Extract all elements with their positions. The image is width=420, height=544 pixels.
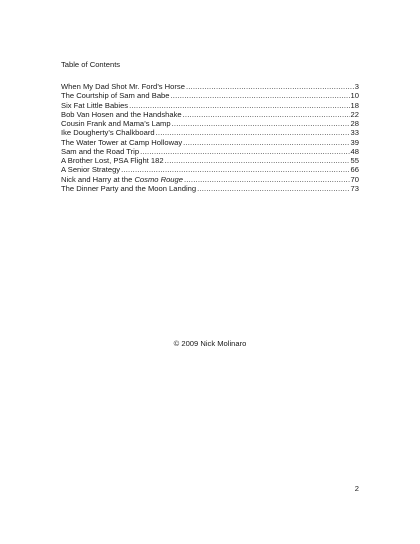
toc-entry <box>61 165 359 174</box>
toc-entry-page: 73 <box>350 183 359 193</box>
toc-leader-dots <box>183 110 350 119</box>
toc-leader-dots <box>171 91 350 100</box>
toc-entry-page: 22 <box>350 109 359 119</box>
toc-entry-title: A Brother Lost, PSA Flight 182 <box>61 156 164 165</box>
toc-entry-title <box>61 175 183 184</box>
toc-entry-title: The Courtship of Sam and Babe <box>61 91 170 101</box>
toc-entry <box>61 147 359 156</box>
toc-entry-title: The Dinner Party and the Moon Landing <box>61 183 197 193</box>
toc-entry-title: A Senior Strategy <box>61 165 121 175</box>
toc-entry-title-italic: Cosmo Rouge <box>134 174 183 184</box>
toc-leader-dots <box>183 138 349 147</box>
toc-entry-title-prefix: Nick and Harry at the <box>61 174 135 184</box>
toc-entry-page: 3 <box>354 82 359 91</box>
toc-leader-dots <box>140 147 349 156</box>
toc-entry <box>61 82 359 91</box>
toc-entry-title: Cousin Frank and Mama’s Lamp <box>61 119 171 128</box>
toc-entry <box>61 110 359 119</box>
toc-entry-title: The Water Tower at Camp Holloway <box>61 137 183 147</box>
toc-leader-dots <box>197 184 349 193</box>
toc-leader-dots <box>165 156 350 165</box>
toc-entry-title: Six Fat Little Babies <box>61 100 129 110</box>
toc-entry-page: 10 <box>350 91 359 101</box>
toc-leader-dots <box>172 119 350 128</box>
toc-entry-title: Ike Dougherty’s Chalkboard <box>61 128 155 138</box>
toc-entry-page: 28 <box>350 119 359 128</box>
toc-entry <box>61 128 359 137</box>
toc-heading: Table of Contents <box>61 60 121 69</box>
toc-entry <box>61 101 359 110</box>
toc-entry <box>61 138 359 147</box>
toc-entry-page: 48 <box>350 146 359 156</box>
toc-entry-title: Bob Van Hosen and the Handshake <box>61 109 182 119</box>
toc-entry-page: 39 <box>350 137 359 147</box>
toc-list <box>61 82 359 193</box>
toc-entry-title: When My Dad Shot Mr. Ford’s Horse <box>61 82 185 91</box>
toc-entry <box>61 119 359 128</box>
toc-leader-dots <box>129 101 349 110</box>
toc-leader-dots <box>184 175 350 184</box>
toc-entry-page: 70 <box>350 174 359 184</box>
toc-leader-dots <box>121 165 349 174</box>
toc-entry-page: 66 <box>350 165 359 175</box>
toc-leader-dots <box>156 128 350 137</box>
toc-entry <box>61 156 359 165</box>
toc-leader-dots <box>186 82 354 91</box>
toc-entry <box>61 91 359 100</box>
page-number: 2 <box>354 484 359 493</box>
toc-entry-page: 18 <box>350 100 359 110</box>
toc-entry-page: 33 <box>350 128 359 138</box>
toc-entry <box>61 184 359 193</box>
toc-entry-page: 55 <box>350 156 359 165</box>
toc-entry <box>61 175 359 184</box>
copyright-notice: © 2009 Nick Molinaro <box>173 339 247 348</box>
toc-entry-title: Sam and the Road Trip <box>61 146 140 156</box>
